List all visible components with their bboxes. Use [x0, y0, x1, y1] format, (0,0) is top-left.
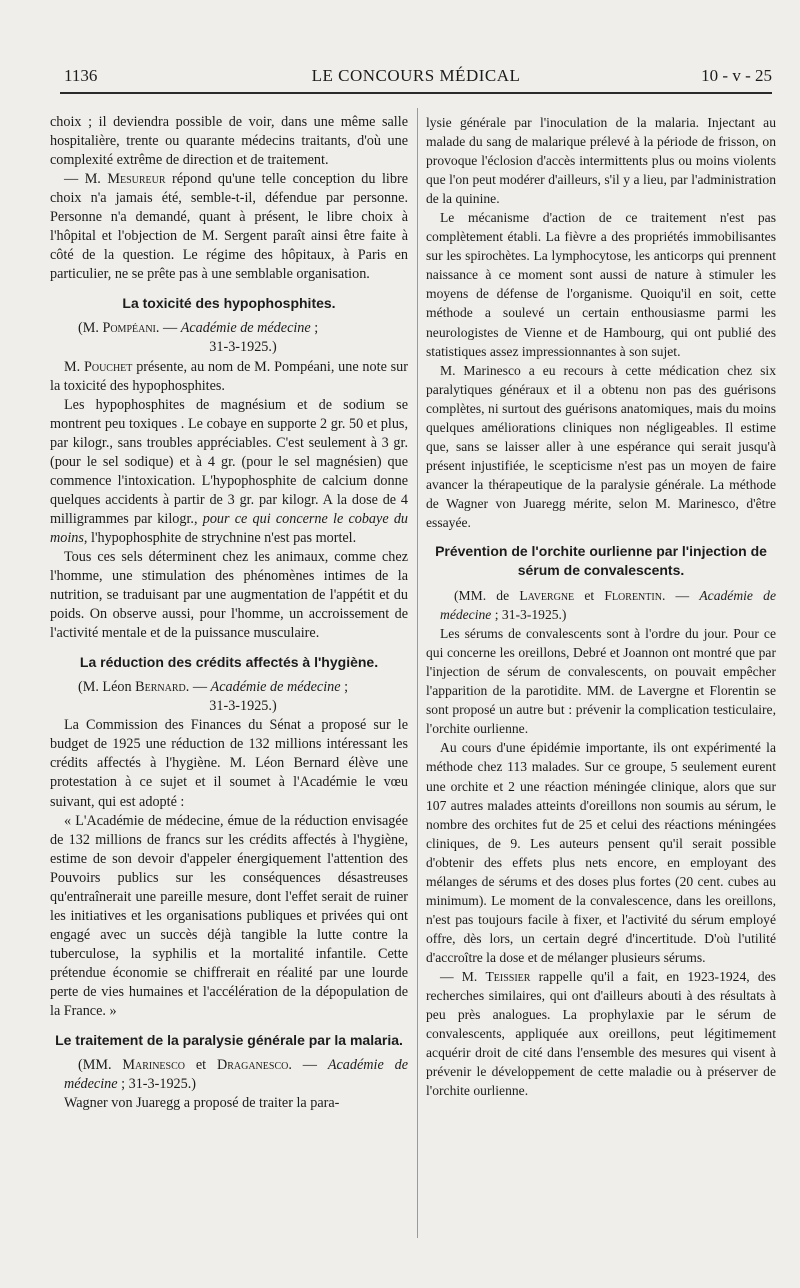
person-name: Draganesco — [216, 1057, 289, 1074]
citation-text: (M. Léon — [78, 679, 136, 696]
paragraph-text: rappelle qu'il a fait, en 1923-1924, des recherches similaires, qui ont d'ailleurs abouti à des résultats à peu près analogues. La prophylaxie par le sérum de convalescents, appliquée aux oreillons, peut légitimement acquérir droit de cité dans l'ensemble des mesures qui visent à prévenir le développement de cette maladie ou à préserver de l'orchite ourlienne. — [426, 968, 776, 1099]
paragraph — [50, 396, 408, 548]
paragraph-text: Les hypophosphites de magnésium et de sodium se montrent peu toxiques . Le cobaye en supporte 2 gr. 50 et plus, par kilogr., sans troubles appréciables. C'est seulement à 3 gr. (pour le sel sodique) et à 4 gr. (pour le sel magnésien) que commence l'intoxication. L'hypophosphite de calcium donne quelques accidents à partir de 3 gr. par kilogr. A la dose de 4 milligrammes par kilogr., — [50, 396, 408, 527]
source-citation — [50, 1056, 408, 1094]
column-separator — [417, 108, 418, 1238]
citation-date: 31-3-1925.) — [209, 339, 277, 356]
paragraph-text: — M. — [440, 968, 486, 984]
page-header — [60, 66, 772, 90]
paragraph: La Commission des Finances du Sénat a proposé sur le budget de 1925 une réduction de 132 millions intéressant les crédits affectés à l'hygiène. M. Léon Bernard élève une protestation à ce sujet et il soumet à l'Académie le vœu suivant, qui est adopté : — [50, 717, 408, 810]
academy-name: Académie de médecine — [64, 1057, 408, 1093]
journal-title: LE CONCOURS MÉDICAL — [311, 66, 521, 85]
section-heading: La réduction des crédits affectés à l'hygiène. — [79, 654, 379, 671]
paragraph — [50, 358, 408, 396]
person-name: Lavergne — [519, 588, 575, 604]
person-name: Teissier — [485, 968, 531, 984]
citation-text: . — — [661, 588, 700, 604]
person-name: M. Mesureur — [84, 171, 166, 188]
paragraph-text: M. — [64, 358, 84, 375]
paragraph: Wagner von Juaregg a proposé de traiter la para- — [64, 1095, 340, 1112]
paragraph — [426, 967, 776, 1100]
citation-text: (MM. de — [454, 588, 520, 604]
page-number: 1136 — [64, 66, 98, 85]
person-name: Pompéani — [102, 320, 156, 337]
paragraph: Les sérums de convalescents sont à l'ordre du jour. Pour ce qui concerne les oreillons, Debré et Joannon ont montré que par l'injection de sérum de convalescents, on pouvait empêcher l'apparition de la parotidite. MM. de Lavergne et Florentin se sont proposé un autre but : prévenir la complication testiculaire, l'orchite ourlienne. — [426, 626, 776, 737]
citation-text: et — [185, 1057, 217, 1074]
right-column — [426, 113, 776, 1100]
paragraph: Tous ces sels déterminent chez les animaux, comme chez l'homme, une stimulation des phénomènes intimes de la nutrition, se traduisant par une augmentation de l'appétit et du poids. On observe aussi, pour l'homme, un accroissement de l'activité mentale et de la puissance musculaire. — [50, 548, 408, 642]
section-heading: Prévention de l'orchite ourlienne par l'injection de sérum de convalescents. — [435, 543, 767, 579]
paragraph: choix ; il deviendra possible de voir, dans une même salle hospitalière, trente ou quarante médecins traitants, d'où une complexité extrême de direction et de traitement. — [50, 114, 408, 169]
paragraph-text: répond qu'une telle conception du libre choix n'a jamais été, semble-t-il, défendue par personne. Personne n'a demandé, quant à présent, le libre choix à l'hôpital et l'objection de M. Sergent paraît ainsi être faite à côté de la question. Le régime des hôpitaux, à Paris en particulier, ne se prête pas à une semblable organisation. — [50, 171, 408, 283]
paragraph: Au cours d'une épidémie importante, ils ont expérimenté la méthode chez 113 malades. Sur ce groupe, 5 seulement eurent une orchite et 2 une réaction méningée clinique, alors que sur 107 autres malades atteints d'oreillons non soumis au sérum, le nombre des orchites fut de 25 et celui des réactions méningées cliniques, de 9. Les auteurs pensent qu'il serait possible d'obtenir des effets plus nets encore, en employant des mélanges de sérums et des doses plus fortes (20 cent. cubes au minimum). Le moment de la convalescence, dans les oreillons, n'est pas toujours facile à fixer, et l'activité du sérum employé offre, dès lors, un certain degré d'incertitude. D'où l'utilité d'accroître la dose et de mélanger plusieurs sérums. — [426, 740, 776, 965]
issue-date: 10 - v - 25 — [701, 66, 772, 85]
citation-text: . — — [288, 1057, 328, 1074]
section-heading: La toxicité des hypophosphites. — [122, 295, 336, 312]
citation-date: 31-3-1925.) — [209, 698, 277, 715]
italic-text: pour ce qui concerne le cobaye du moins — [50, 510, 409, 546]
citation-text: ; 31-3-1925.) — [491, 607, 567, 623]
citation-text: . — — [185, 679, 211, 696]
paragraph-text: présente, au nom de M. Pompéani, une note sur la toxicité des hypophosphites. — [50, 358, 408, 394]
section-heading: Le traitement de la paralysie générale par la malaria. — [55, 1032, 403, 1049]
left-column — [50, 113, 408, 1113]
paragraph: lysie générale par l'inoculation de la malaria. Injectant au malade du sang de malarique prélevé à la période de frisson, on provoque l'éclosion d'accès intermittents plus ou moins violents que l'on peut modérer d'ailleurs, s'il y a lieu, par l'administration de la quinine. — [426, 115, 776, 207]
person-name: Pouchet — [83, 358, 133, 375]
citation-text: (MM. — [78, 1057, 123, 1074]
source-citation — [50, 319, 408, 357]
academy-name: Académie de médecine — [210, 679, 341, 696]
academy-name: Académie de médecine — [180, 320, 311, 337]
source-citation — [50, 678, 408, 716]
person-name: Bernard — [135, 679, 186, 696]
citation-text: et — [574, 588, 605, 604]
header-rule — [60, 92, 772, 94]
paragraph: Le mécanisme d'action de ce traitement n'est pas complètement établi. La fièvre a des propriétés immobilisantes sur les spirochètes. La lymphocytose, les anticorps qui prennent naissance à ce moment sont aussi de nature à stimuler les moyens de défense de l'organisme. Quoiqu'il en soit, cette méthode a soulevé un certain enthousiasme parmi les neurologistes de Vienne et de Hambourg, qui ont publié des statistiques assez impressionnantes à son sujet. — [426, 210, 776, 359]
paragraph: — M. Mesureur répond qu'une telle conception du libre choix n'a jamais été, semble-t-il, défendue par personne. Personne n'a demandé, quant à présent, le libre choix à l'hôpital et l'objection de M. Sergent paraît ainsi être faite à côté de la question. Le régime des hôpitaux, à Paris en particulier, ne se prête pas à une semblable organisation. — [50, 171, 408, 283]
citation-text: ; — [340, 679, 349, 696]
source-citation — [426, 586, 776, 624]
citation-text: ; 31-3-1925.) — [117, 1076, 196, 1093]
citation-text: (M. — [78, 320, 103, 337]
person-name: Marinesco — [122, 1057, 185, 1074]
paragraph: M. Marinesco a eu recours à cette médication chez six paralytiques généraux et il a obtenu non pas des guérisons complètes, ni surtout des guérisons anatomiques, mais du moins quelques améliorations cliniques non négligeables. Il estime que, sans se laisser aller à une espérance qui serait jusqu'à présent injustifiée, le scepticisme n'est pas un moyen de faire avancer la thérapeutique de la paralysie générale. La méthode de Wagner von Juaregg mérite, selon M. Marinesco, d'être essayée. — [426, 362, 776, 530]
citation-text: . — — [155, 320, 181, 337]
person-name: Florentin — [604, 588, 662, 604]
quoted-resolution: « L'Académie de médecine, émue de la réduction envisagée de 132 millions de francs sur les crédits affectés à l'hygiène, estime de son devoir d'appeler énergiquement l'attention des Pouvoirs publics sur les conséquences désastreuses qu'entraînerait une pareille mesure, dont l'effet serait de ruiner les initiatives et les organisations publiques et privées qui ont engagé avec un succès déjà tangible la lutte contre la tuberculose, la syphilis et la mortalité infantile. Cette prétendue économie se chiffrerait en réalité par une lourde perte de vies humaines et l'accélération de la dépopulation de la France. » — [50, 812, 408, 1020]
paragraph-text: , l'hypophosphite de strychnine n'est pas mortel. — [83, 529, 357, 546]
citation-text: ; — [310, 320, 319, 337]
academy-name: Académie de médecine — [440, 588, 777, 623]
